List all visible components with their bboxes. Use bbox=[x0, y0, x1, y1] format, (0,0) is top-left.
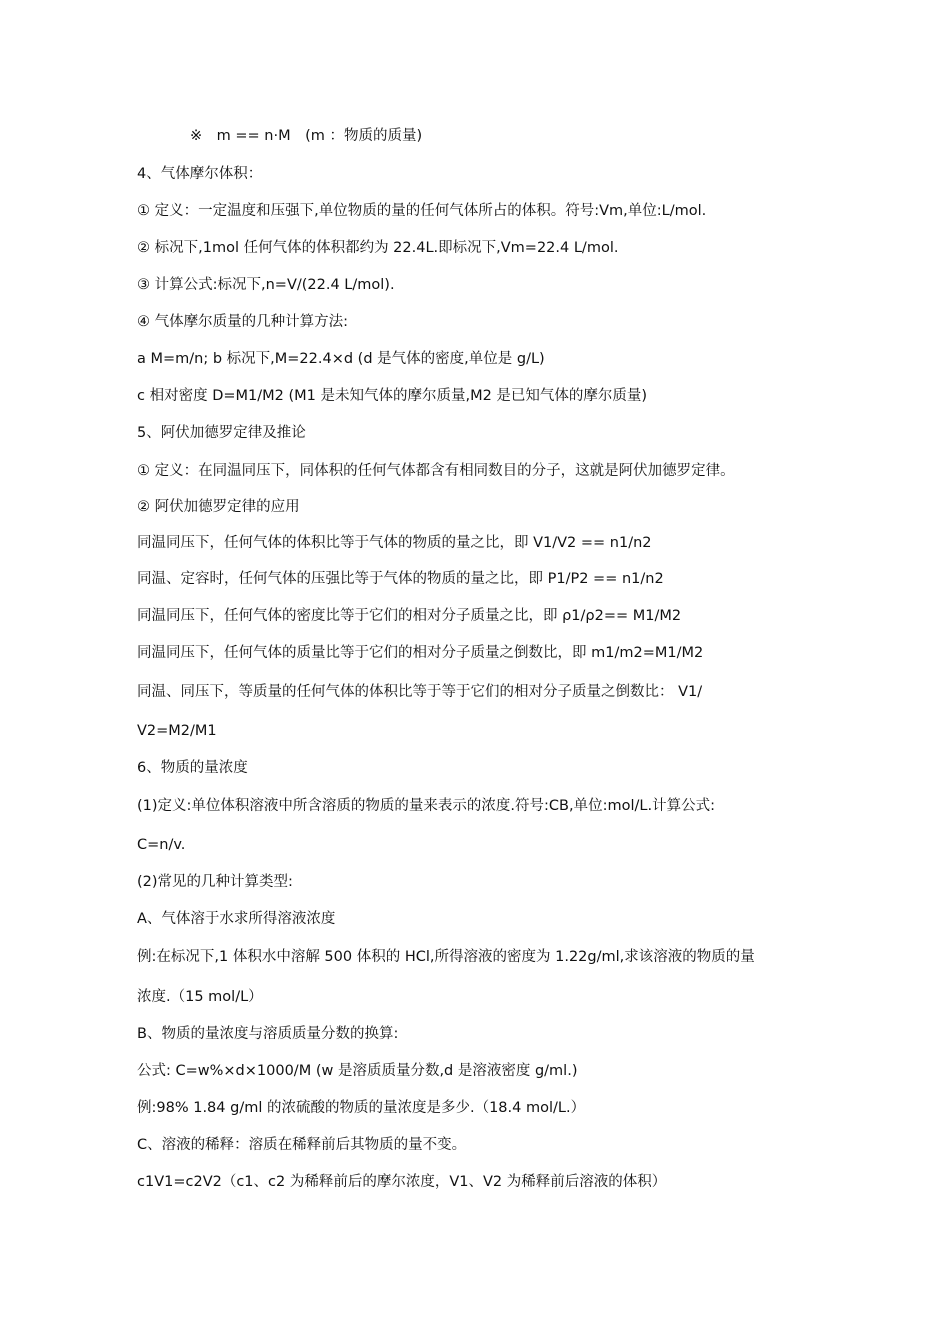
text-line: 例:98% 1.84 g/ml 的浓硫酸的物质的量浓度是多少.（18.4 mol/L.） bbox=[137, 1100, 586, 1116]
text-line: A、气体溶于水求所得溶液浓度 bbox=[137, 911, 336, 927]
text-line: 公式: C=w%×d×1000/M (w 是溶质质量分数,d 是溶液密度 g/ml.) bbox=[137, 1063, 578, 1079]
text-line: 同温同压下，任何气体的密度比等于它们的相对分子质量之比，即 ρ1/ρ2== M1/M2 bbox=[137, 608, 682, 624]
text-line: B、物质的量浓度与溶质质量分数的换算: bbox=[137, 1026, 399, 1042]
text-line: C=n/v. bbox=[137, 837, 186, 853]
text-line: 浓度.（15 mol/L） bbox=[137, 989, 263, 1005]
text-line: c1V1=c2V2（c1、c2 为稀释前后的摩尔浓度，V1、V2 为稀释前后溶液的体积） bbox=[137, 1174, 667, 1190]
heading-concentration: 6、物质的量浓度 bbox=[137, 760, 248, 776]
text-line: (2)常见的几种计算类型: bbox=[137, 874, 293, 890]
text-line: ① 定义：在同温同压下，同体积的任何气体都含有相同数目的分子，这就是阿伏加德罗定律。 bbox=[137, 463, 735, 479]
text-line: ② 阿伏加德罗定律的应用 bbox=[137, 499, 300, 515]
text-line: ② 标况下,1mol 任何气体的体积都约为 22.4L.即标况下,Vm=22.4 L/mol. bbox=[137, 240, 619, 256]
text-line: (1)定义:单位体积溶液中所含溶质的物质的量来表示的浓度.符号:CB,单位:mol/L.计算公式: bbox=[137, 798, 715, 814]
text-line: 例:在标况下,1 体积水中溶解 500 体积的 HCl,所得溶液的密度为 1.22g/ml,求该溶液的物质的量 bbox=[137, 949, 755, 965]
text-line: V2=M2/M1 bbox=[137, 723, 217, 739]
text-line: 同温同压下，任何气体的体积比等于气体的物质的量之比，即 V1/V2 == n1/n2 bbox=[137, 535, 652, 551]
text-line: 同温、同压下，等质量的任何气体的体积比等于等于它们的相对分子质量之倒数比： V1/ bbox=[137, 684, 703, 700]
note-mass-formula: ※ m == n·M (m ：物质的质量) bbox=[190, 128, 423, 144]
text-line: ① 定义：一定温度和压强下,单位物质的量的任何气体所占的体积。符号:Vm,单位:L/mol. bbox=[137, 203, 707, 219]
text-line: ③ 计算公式:标况下,n=V/(22.4 L/mol). bbox=[137, 277, 395, 293]
text-line: C、溶液的稀释：溶质在稀释前后其物质的量不变。 bbox=[137, 1137, 467, 1153]
text-line: a M=m/n; b 标况下,M=22.4×d (d 是气体的密度,单位是 g/L) bbox=[137, 351, 545, 367]
text-line: 同温、定容时，任何气体的压强比等于气体的物质的量之比，即 P1/P2 == n1/n2 bbox=[137, 571, 664, 587]
heading-avogadro-law: 5、阿伏加德罗定律及推论 bbox=[137, 425, 306, 441]
heading-molar-volume: 4、气体摩尔体积： bbox=[137, 166, 263, 182]
text-line: 同温同压下，任何气体的质量比等于它们的相对分子质量之倒数比，即 m1/m2=M1/M2 bbox=[137, 645, 704, 661]
text-line: ④ 气体摩尔质量的几种计算方法: bbox=[137, 314, 348, 330]
text-line: c 相对密度 D=M1/M2 (M1 是未知气体的摩尔质量,M2 是已知气体的摩尔质量) bbox=[137, 388, 648, 404]
